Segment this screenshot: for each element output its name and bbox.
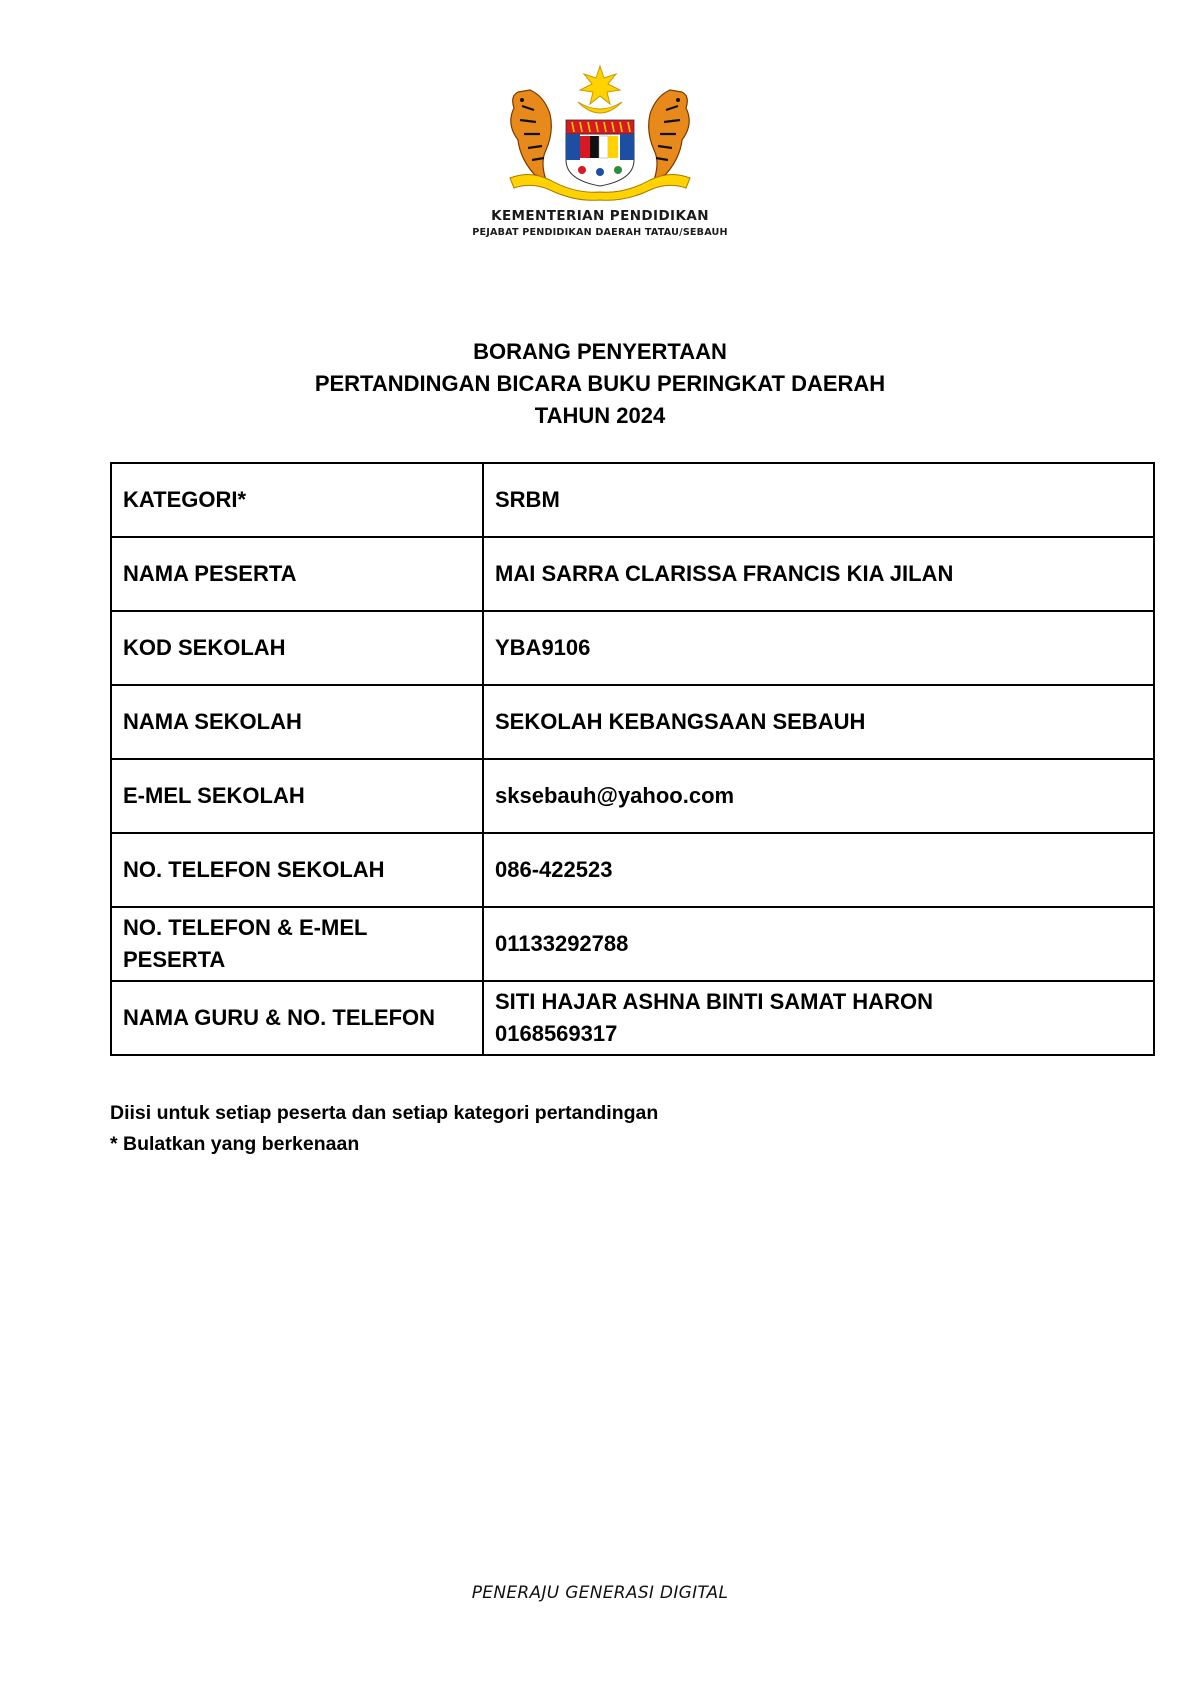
crest-star: [580, 66, 620, 104]
field-value: [483, 685, 1154, 759]
crest-crescent: [578, 102, 622, 113]
field-label: NO. TELEFON & E-MEL PESERTA: [111, 907, 483, 981]
malaysia-coat-of-arms-icon: [500, 62, 700, 202]
field-value: [483, 907, 1154, 981]
footer-tagline: PENERAJU GENERASI DIGITAL: [471, 1583, 729, 1603]
field-label: KOD SEKOLAH: [111, 611, 483, 685]
field-value-text: MAI SARRA CLARISSA FRANCIS KIA JILAN: [495, 561, 954, 586]
table-row: [111, 981, 1154, 1055]
form-title: [0, 336, 1200, 432]
field-value-text: SRBM: [495, 487, 560, 512]
letterhead: [0, 62, 1200, 238]
table-row: [111, 537, 1154, 611]
note-line: Diisi untuk setiap peserta dan setiap kategori pertandingan: [110, 1102, 659, 1124]
field-value: [483, 463, 1154, 537]
field-label: NAMA SEKOLAH: [111, 685, 483, 759]
crest-shield: [566, 120, 634, 186]
table-row: [111, 463, 1154, 537]
field-label: E-MEL SEKOLAH: [111, 759, 483, 833]
field-value: [483, 833, 1154, 907]
form-title-line-3: TAHUN 2024: [534, 403, 666, 428]
form-title-line-2: PERTANDINGAN BICARA BUKU PERINGKAT DAERAH: [314, 371, 886, 396]
district-office-name: PEJABAT PENDIDIKAN DAERAH TATAU/SEBAUH: [472, 227, 728, 238]
field-value-text: SEKOLAH KEBANGSAAN SEBAUH: [495, 709, 866, 734]
field-value-text: 01133292788: [495, 931, 629, 956]
field-value: [483, 611, 1154, 685]
field-value-text: 0168569317: [495, 1021, 618, 1046]
table-row: [111, 833, 1154, 907]
field-value-text: SITI HAJAR ASHNA BINTI SAMAT HARON: [495, 989, 933, 1014]
form-title-line-1: BORANG PENYERTAAN: [473, 339, 727, 364]
table-row: [111, 907, 1154, 981]
field-value-text: 086-422523: [495, 857, 613, 882]
ministry-name: KEMENTERIAN PENDIDIKAN: [491, 208, 709, 224]
field-value-text: YBA9106: [495, 635, 591, 660]
field-value: [483, 759, 1154, 833]
table-row: [111, 611, 1154, 685]
form-notes: [110, 1098, 658, 1160]
field-label: KATEGORI*: [111, 463, 483, 537]
note-line: * Bulatkan yang berkenaan: [110, 1133, 360, 1155]
table-row: [111, 759, 1154, 833]
field-value-text: sksebauh@yahoo.com: [495, 783, 735, 808]
field-label: NO. TELEFON SEKOLAH: [111, 833, 483, 907]
field-label: NAMA GURU & NO. TELEFON: [111, 981, 483, 1055]
left-tiger: [511, 90, 552, 180]
registration-table: [110, 462, 1155, 1056]
right-tiger: [649, 90, 690, 180]
field-value: [483, 981, 1154, 1055]
field-value: [483, 537, 1154, 611]
field-label: NAMA PESERTA: [111, 537, 483, 611]
table-row: [111, 685, 1154, 759]
